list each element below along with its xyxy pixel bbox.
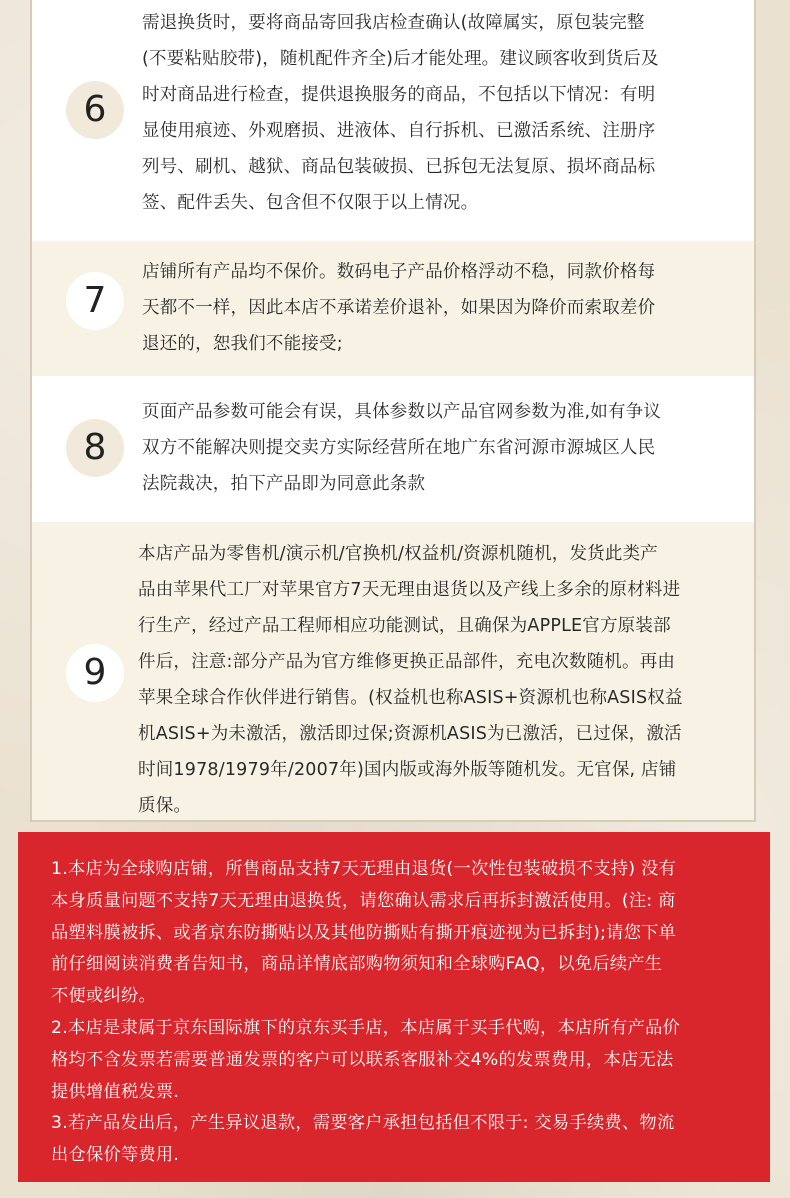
term-number-badge: 7 [66, 272, 124, 330]
term-text: 店铺所有产品均不保价。数码电子产品价格浮动不稳，同款价格每 天都不一样，因此本店不承诺差价退补，如果因为降价而索取差价 退还的，恕我们不能接受; [142, 262, 656, 354]
term-item-8 [32, 376, 754, 522]
term-item-6 [32, 0, 754, 241]
term-number-badge: 8 [66, 419, 124, 477]
store-notice-banner [18, 832, 770, 1182]
term-text: 页面产品参数可能会有误，具体参数以产品官网参数为准,如有争议 双方不能解决则提交卖方实际经营所在地广东省河源市源城区人民 法院裁决，拍下产品即为同意此条款 [142, 402, 662, 494]
term-text: 本店产品为零售机/演示机/官换机/权益机/资源机随机，发货此类产 品由苹果代工厂对苹果官方7天无理由退货以及产线上多余的原材料进 行生产，经过产品工程师相应功能测试，且确保为APPLE官方原装部 件后，注意:部分产品为官方维修更换正品部件，充电次数随机。再由 苹果全球合作伙伴进行销售。(权益机也称ASIS+资源机也称ASIS权益 机ASIS+为未激活，激活即过保;资源机ASIS为已激活，已过保，激活 时间1978/1979年/2007年)国内版或海外版等随机发。无官保, 店铺 质保。 [138, 544, 683, 816]
store-notice-text: 1.本店为全球购店铺，所售商品支持7天无理由退货(一次性包装破损不支持) 没有 本身质量问题不支持7天无理由退换货，请您确认需求后再拆封激活使用。(注: 商 品塑料膜被拆、或者京东防撕贴以及其他防撕贴有撕开痕迹视为已拆封);请您下单 前仔细阅读消费者告知书，商品详情底部购物须知和全球购FAQ，以免后续产生 不便或纠纷。 2.本店是隶属于京东国际旗下的京东买手店，本店属于买手代购，本店所有产品价 格均不含发票若需要普通发票的客户可以联系客服补交4%的发票费用，本店无法 提供增值税发票. 3.若产品发出后，产生异议退款，需要客户承担包括但不限于: 交易手续费、物流 出仓保价等费用. [51, 859, 681, 1166]
term-number-badge: 9 [66, 644, 124, 702]
term-item-7 [32, 241, 754, 376]
term-number-badge: 6 [66, 81, 124, 139]
term-item-9 [32, 522, 754, 820]
terms-panel [30, 0, 756, 822]
term-text: 需退换货时，要将商品寄回我店检查确认(故障属实，原包装完整 (不要粘贴胶带)，随机配件齐全)后才能处理。建议顾客收到货后及 时对商品进行检查，提供退换服务的商品，不包括以下情况：有明 显使用痕迹、外观磨损、进液体、自行拆机、已激活系统、注册序 列号、刷机、越狱、商品包装破损、已拆包无法复原、损坏商品标 签、配件丢失、包含但不仅限于以上情况。 [142, 13, 659, 213]
